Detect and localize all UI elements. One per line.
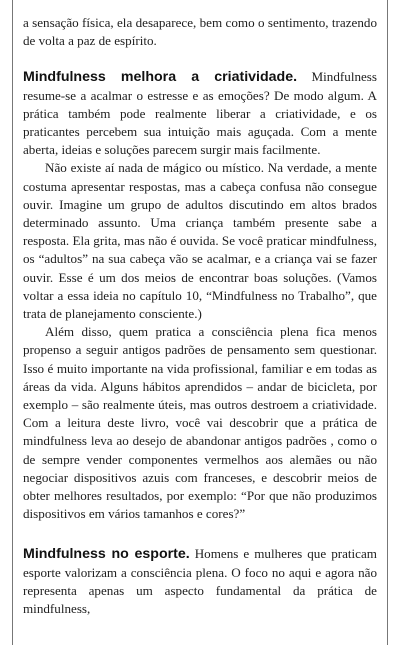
paragraph-creativity-body: Mindfulness resume-se a acalmar o estresse e as emoções? De modo algum. A prática também pode realmente liberar a criatividade, e os praticantes percebem sua intuição mais aguçada. Com a mente aberta, ideias e soluções parecem surgir mais facilmente. <box>23 69 377 158</box>
paragraph-continuation: a sensação física, ela desaparece, bem como o sentimento, trazendo de volta a paz de espírito. <box>23 15 377 49</box>
book-page <box>12 0 388 645</box>
section-heading-creativity: Mindfulness melhora a criatividade. <box>23 69 298 86</box>
paragraph-sport-body: Homens e mulheres que praticam esporte valorizam a consciência plena. O foco no aqui e agora não representa apenas um aspecto fundamental da prática de mindfulness, <box>23 546 377 617</box>
paragraph-sport <box>23 545 377 618</box>
paragraph-magic: Não existe aí nada de mágico ou místico. Na verdade, a mente costuma apresentar respostas, mas a cabeça confusa não consegue ouvir. Imagine um grupo de adultos discutindo em altos brados determinado assunto. Uma criança também presente sabe a resposta. Ela grita, mas não é ouvida. Se você praticar mindfulness, os “adultos” na sua cabeça vão se acalmar, e a criança vai se fazer ouvir. Esse é um dos meios de encontrar boas soluções. (Vamos voltar a essa ideia no capítulo 10, “Mindfulness no Trabalho”, que trata de planejamento consciente.) <box>23 160 377 322</box>
paragraph-creativity <box>23 68 377 159</box>
section-heading-sport: Mindfulness no esporte. <box>23 546 190 563</box>
paragraph-patterns: Além disso, quem pratica a consciência plena fica menos propenso a seguir antigos padrões de pensamento sem questionar. Isso é muito importante na vida profissional, familiar e em todas as áreas da vida. Alguns hábitos aprendidos – andar de bicicleta, por exemplo – são realmente úteis, mas outros destroem a criatividade. Com a leitura deste livro, você vai descobrir que a prática de mindfulness leva ao desejo de abandonar antigos padrões , como o de sempre vender componentes vermelhos aos alemães ou não negociar dispositivos azuis com franceses, e descobrir meios de obter melhores resultados, por exemplo: “Por que não produzimos dispositivos em vários tamanhos e cores?” <box>23 324 377 522</box>
